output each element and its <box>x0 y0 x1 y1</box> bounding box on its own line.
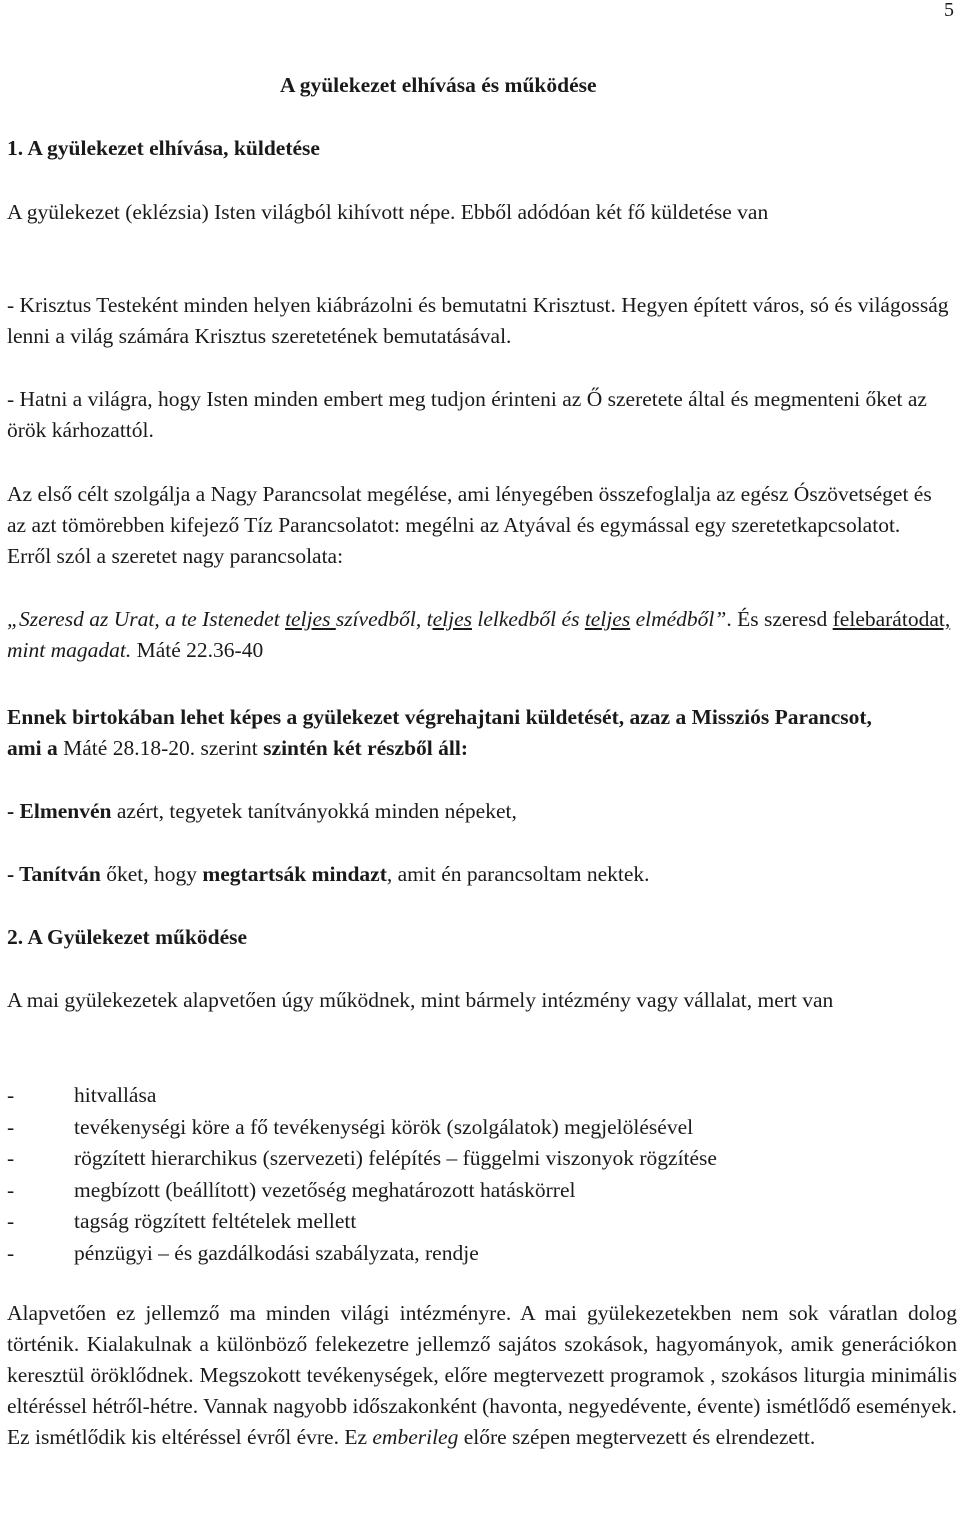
go-bold: - Elmenvén <box>7 799 112 823</box>
go-line <box>7 796 953 827</box>
quote-part-6: mint magadat. <box>7 638 132 662</box>
quote-underline-3: teljes <box>584 607 631 631</box>
mission-reference: Máté 28.18-20. szerint <box>57 736 264 760</box>
go-rest: azért, tegyetek tanítványokká minden népeket, <box>111 799 517 823</box>
section-1-heading: 1. A gyülekezet elhívása, küldetése <box>7 136 320 160</box>
closing-paragraph <box>7 1298 957 1453</box>
list-dash: - <box>7 1083 15 1107</box>
mission-point-1: - Krisztus Testeként minden helyen kiábrázolni és bemutatni Krisztust. Hegyen épített város, só és világosság lenni a világ számára Krisztus szeretetének bemutatásával. <box>7 293 949 348</box>
quote-part-3: lelkedből és <box>471 607 585 631</box>
section-2-heading: 2. A Gyülekezet működése <box>7 925 248 949</box>
list-dash: - <box>7 1114 15 1139</box>
closing-text-2: előre szépen megtervezett és elrendezett. <box>458 1425 816 1449</box>
list-dash: - <box>7 1240 15 1265</box>
list-dash: - <box>7 1177 15 1202</box>
page-number: 5 <box>944 0 954 21</box>
quote-underline-4: felebarátodat, <box>832 607 951 631</box>
section-1-intro: A gyülekezet (eklézsia) Isten világból kihívott népe. Ebből adódóan két fő küldetése van <box>7 200 769 224</box>
closing-italic: emberileg <box>372 1425 459 1449</box>
great-commission-paragraph <box>7 702 907 764</box>
list-dash: - <box>7 1209 15 1233</box>
quote-reference: Máté 22.36-40 <box>131 638 264 662</box>
quote-part-1: „Szeresd az Urat, a te Istenedet <box>7 607 286 631</box>
teach-bold-1: - Tanítván <box>7 862 101 886</box>
list-dash: - <box>7 1146 15 1170</box>
quote-part-4: elmédből” <box>630 607 727 631</box>
teach-text-2: , amit én parancsoltam nektek. <box>386 862 650 886</box>
quote-part-5: . És szeresd <box>726 607 833 631</box>
list-item-text: rögzített hierarchikus (szervezeti) felépítés – függelmi viszonyok rögzítése <box>74 1146 717 1170</box>
teach-bold-2: megtartsák mindazt <box>202 862 387 886</box>
list-item-text: pénzügyi – és gazdálkodási szabályzata, rendje <box>74 1240 479 1265</box>
list-item-text: tevékenységi köre a fő tevékenységi körök (szolgálatok) megjelölésével <box>74 1114 694 1139</box>
teach-text-1: őket, hogy <box>100 862 203 886</box>
list-item-text: tagság rögzített feltételek mellett <box>74 1209 357 1233</box>
list-item-text: hitvallása <box>74 1083 157 1107</box>
mission-bold-2: szintén két részből áll: <box>263 736 468 760</box>
section-2-intro: A mai gyülekezetek alapvetően úgy működnek, mint bármely intézmény vagy vállalat, mert van <box>7 988 834 1012</box>
closing-text-1: Alapvetően ez jellemző ma minden világi intézményre. A mai gyülekezetekben nem sok váratlan dolog történik. Kialakulnak a különböző felekezetre jellemző sajátos szokások, hagyományok, amik generációkon keresztül öröklődnek. Megszokott tevékenységek, előre megtervezett programok , szokásos liturgia minimális eltéréssel hétről-hétre. Vannak nagyobb időszakonként (havonta, negyedévente, évente) ismétlődő események. Ez ismétlődik kis eltéréssel évről évre. Ez <box>7 1301 957 1449</box>
quote-underline-1: teljes <box>285 607 336 631</box>
mission-bold-1: Ennek birtokában lehet képes a gyülekezet végrehajtani küldetését, azaz a Missziós Parancsot, ami a <box>7 705 872 760</box>
teach-line <box>7 859 953 890</box>
list-item-text: megbízott (beállított) vezetőség meghatározott hatáskörrel <box>74 1177 576 1202</box>
document-title: A gyülekezet elhívása és működése <box>280 73 597 97</box>
mission-point-2: - Hatni a világra, hogy Isten minden embert meg tudjon érinteni az Ő szeretete által és megmenteni őket az örök kárhozattól. <box>7 387 927 442</box>
first-goal-paragraph: Az első célt szolgálja a Nagy Parancsolat megélése, ami lényegében összefoglalja az egész Ószövetséget és az azt tömörebben kifejező Tíz Parancsolatot: megélni az Atyával és egymással egy szeretetkapcsolatot. Erről szól a szeretet nagy parancsolata: <box>7 482 932 568</box>
quote-underline-2: eljes <box>432 607 472 631</box>
quote-part-2: szívedből, t <box>335 607 433 631</box>
scripture-quote <box>7 604 957 666</box>
